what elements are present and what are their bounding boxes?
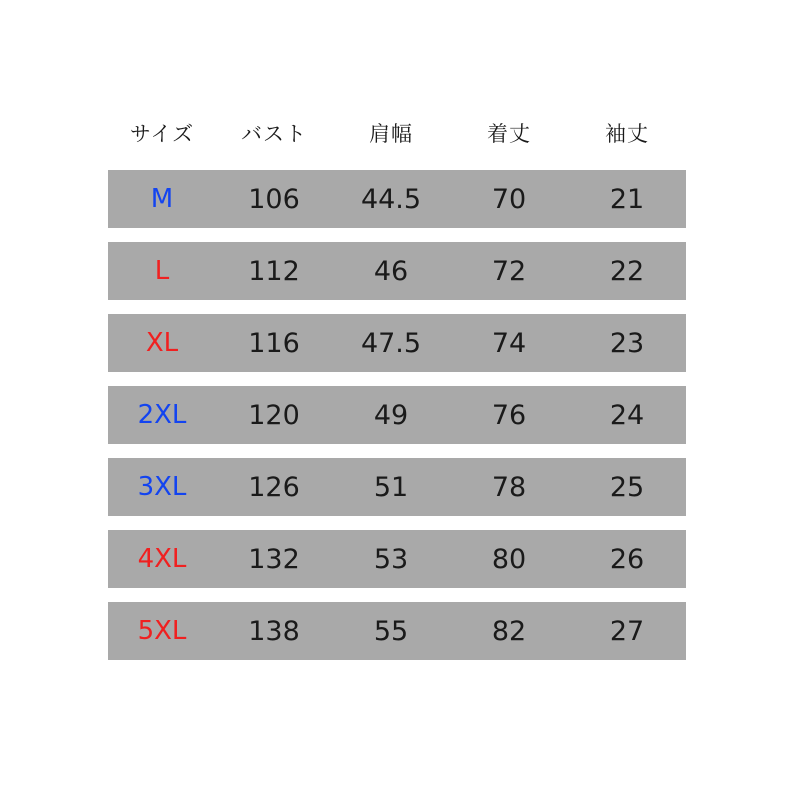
cell-shoulder: 46 [332, 242, 450, 300]
cell-size: L [108, 242, 216, 300]
table-row [108, 530, 686, 588]
cell-sleeve: 24 [568, 386, 686, 444]
table-row [108, 170, 686, 228]
table-row [108, 602, 686, 660]
cell-size: 5XL [108, 602, 216, 660]
cell-size: 2XL [108, 386, 216, 444]
cell-size: XL [108, 314, 216, 372]
cell-sleeve: 23 [568, 314, 686, 372]
cell-shoulder: 44.5 [332, 170, 450, 228]
cell-size: 4XL [108, 530, 216, 588]
cell-bust: 132 [216, 530, 332, 588]
cell-size: 3XL [108, 458, 216, 516]
column-header-sleeve: 袖丈 [605, 122, 649, 146]
cell-length: 80 [450, 530, 568, 588]
table-row [108, 242, 686, 300]
cell-sleeve: 26 [568, 530, 686, 588]
column-header-size: サイズ [129, 122, 195, 146]
cell-shoulder: 55 [332, 602, 450, 660]
cell-bust: 112 [216, 242, 332, 300]
table-row [108, 386, 686, 444]
cell-length: 70 [450, 170, 568, 228]
cell-sleeve: 27 [568, 602, 686, 660]
cell-length: 76 [450, 386, 568, 444]
cell-length: 74 [450, 314, 568, 372]
column-header-shoulder: 肩幅 [369, 122, 413, 146]
cell-shoulder: 51 [332, 458, 450, 516]
cell-bust: 106 [216, 170, 332, 228]
table-header [108, 118, 686, 156]
cell-bust: 126 [216, 458, 332, 516]
cell-sleeve: 25 [568, 458, 686, 516]
cell-sleeve: 22 [568, 242, 686, 300]
header-row [108, 118, 686, 156]
cell-shoulder: 47.5 [332, 314, 450, 372]
size-chart [108, 104, 686, 674]
size-chart-table [108, 104, 686, 674]
table-row [108, 458, 686, 516]
cell-shoulder: 53 [332, 530, 450, 588]
cell-length: 82 [450, 602, 568, 660]
column-header-length: 着丈 [487, 122, 531, 146]
cell-length: 72 [450, 242, 568, 300]
cell-bust: 116 [216, 314, 332, 372]
cell-sleeve: 21 [568, 170, 686, 228]
column-header-bust: バスト [241, 122, 307, 146]
cell-shoulder: 49 [332, 386, 450, 444]
cell-size: M [108, 170, 216, 228]
cell-bust: 120 [216, 386, 332, 444]
table-row [108, 314, 686, 372]
cell-length: 78 [450, 458, 568, 516]
cell-bust: 138 [216, 602, 332, 660]
table-body [108, 170, 686, 660]
